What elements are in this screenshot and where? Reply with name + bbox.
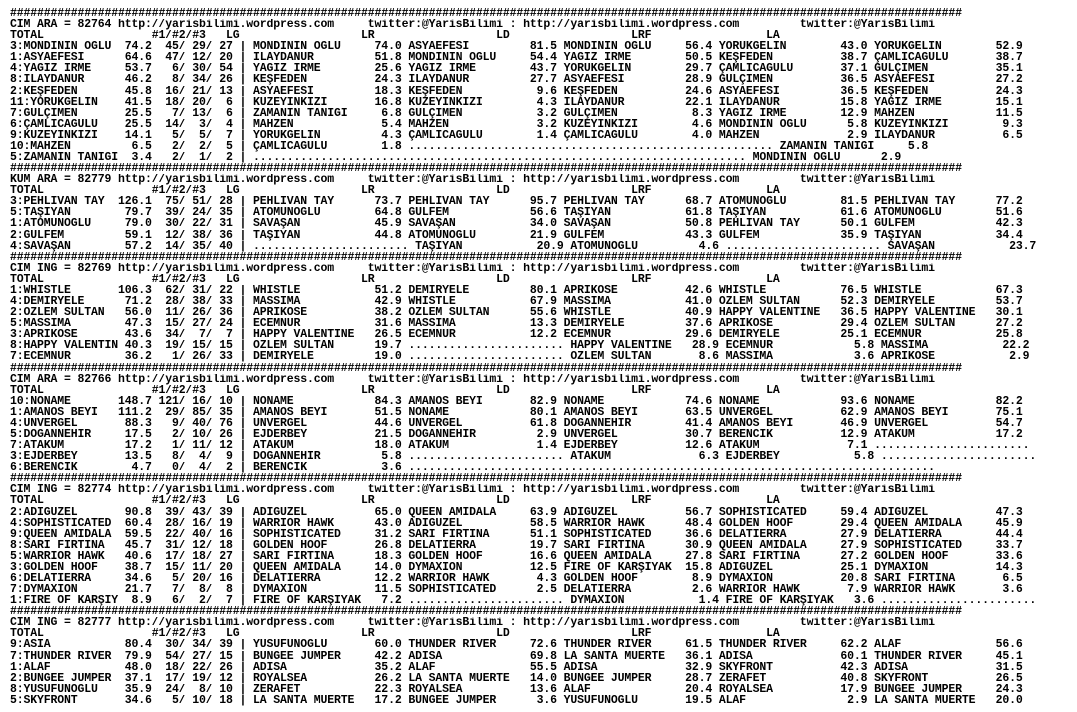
data-row: 7:ECEMNUR 36.2 1/ 26/ 33 | DEMİRYELE 19.0 ....................... ÖZLEM SULTAN 8.6 MASSIMA 3.6 APRİKOSE 2.9	[10, 351, 1030, 363]
data-row: 2:ÖZLEM SULTAN 56.0 11/ 26/ 36 | APRİKOSE 38.2 ÖZLEM SULTAN 55.6 WHISTLE 40.9 HAPPY VALENTINE 36.5 HAPPY VALENTINE 30.1	[10, 307, 1023, 319]
column-header-line: TOTAL #1/#2/#3 LG LR LD LRF LA	[10, 185, 780, 197]
column-header-line: TOTAL #1/#2/#3 LG LR LD LRF LA	[10, 30, 780, 42]
data-row: 5:WARRIOR HAWK 40.6 17/ 18/ 27 | SARI FIRTINA 18.3 GOLDEN HOOF 16.6 QUEEN AMIDALA 27.8 SARI FIRTINA 27.2 GOLDEN HOOF 33.6	[10, 550, 1023, 562]
data-row: 7:THUNDER RIVER 79.9 54/ 27/ 15 | BUNGEE JUMPER 42.2 ADİSA 69.8 LA SANTA MUERTE 36.1 ADİSA 60.1 THUNDER RIVER 45.1	[10, 650, 1023, 662]
data-row: 2:BUNGEE JUMPER 37.1 17/ 19/ 12 | ROYALSEA 26.2 LA SANTA MUERTE 14.0 BUNGEE JUMPER 28.7 ZERAFET 40.8 SKYFRONT 26.5	[10, 672, 1023, 684]
data-row: 8:SARI FIRTINA 45.7 31/ 12/ 18 | GOLDEN HOOF 26.8 DELATIERRA 19.7 SARI FIRTINA 30.9 QUEEN AMIDALA 27.9 SOPHISTICATED 33.7	[10, 539, 1023, 551]
race-header-line: CIM ING = 82774 http://yarisbilimi.wordpress.com twitter:@YarisBilimi : http://yarisbilimi.wordpress.com twitter:@YarisBilimi	[10, 484, 935, 496]
data-row: 10:NONAME 148.7 121/ 16/ 10 | NONAME 84.3 AMANOS BEYİ 82.9 NONAME 74.6 NONAME 93.6 NONAME 82.2	[10, 395, 1023, 407]
race-header-line: CIM ING = 82769 http://yarisbilimi.wordpress.com twitter:@YarisBilimi : http://yarisbilimi.wordpress.com twitter:@YarisBilimi	[10, 262, 935, 274]
data-row: 1:ATOMUNOĞLU 79.0 30/ 22/ 31 | SAVAŞAN 45.9 SAVAŞAN 34.0 SAVAŞAN 50.8 PEHLİVAN TAY 50.1 GÜLFEM 42.3	[10, 218, 1023, 230]
data-row: 1:ASYAEFESİ 64.6 47/ 12/ 20 | İLAYDANUR 51.8 MONDİNİN OĞLU 54.4 YAĞIZ İRME 50.5 KEŞFEDEN 38.7 ÇAMLICAGÜLÜ 38.7	[10, 52, 1023, 64]
data-row: 4:DEMİRYELE 71.2 28/ 38/ 33 | MASSIMA 42.9 WHISTLE 67.9 MASSIMA 41.0 ÖZLEM SULTAN 52.3 DEMİRYELE 53.7	[10, 296, 1023, 308]
data-row: 1:FIRE OF KARŞIY 8.9 6/ 2/ 7 | FIRE OF KARŞIYAK 7.2 ....................... DYMAXION 1.4 FIRE OF KARŞIYAK 3.6 .......................	[10, 595, 1037, 607]
data-row: 1:ALAF 48.0 18/ 22/ 26 | ADİSA 35.2 ALAF 55.5 ADİSA 32.9 SKYFRONT 42.3 ADİSA 31.5	[10, 661, 1023, 673]
column-header-line: TOTAL #1/#2/#3 LG LR LD LRF LA	[10, 273, 780, 285]
separator-line: #############################################################################################################################################	[10, 362, 962, 374]
data-row: 3:MONDİNİN OĞLU 74.2 45/ 29/ 27 | MONDİNİN OĞLU 74.0 ASYAEFESİ 81.5 MONDİNİN OĞLU 56.4 YÖRÜKGELİN 43.0 YÖRÜKGELİN 52.9	[10, 41, 1023, 53]
data-row: 5:ZAMANIN TANIĞI 3.4 2/ 1/ 2 | ......................................................................... MONDİNİN OĞLU 2.9	[10, 152, 902, 164]
column-header-line: TOTAL #1/#2/#3 LG LR LD LRF LA	[10, 495, 780, 507]
data-row: 11:YÖRÜKGELİN 41.5 18/ 20/ 6 | KUZEYİNKIZI 16.8 KUZEYİNKIZI 4.3 İLAYDANUR 22.1 İLAYDANUR 15.8 YAĞIZ İRME 15.1	[10, 96, 1023, 108]
separator-line: #############################################################################################################################################	[10, 251, 962, 263]
data-row: 4:SOPHISTICATED 60.4 28/ 16/ 19 | WARRIOR HAWK 43.0 ADIGÜZEL 58.5 WARRIOR HAWK 48.4 GOLDEN HOOF 29.4 QUEEN AMIDALA 45.9	[10, 517, 1023, 529]
data-row: 6:BERENCİK 4.7 0/ 4/ 2 | BERENCİK 3.6 ..............................................................................	[10, 462, 935, 474]
separator-line: #############################################################################################################################################	[10, 163, 962, 175]
data-row: 3:APRİKOSE 43.6 34/ 7/ 7 | HAPPY VALENTINE 26.5 ECEMNUR 12.2 ECEMNUR 29.6 DEMİRYELE 25.1 ECEMNUR 25.8	[10, 329, 1023, 341]
data-row: 7:DYMAXION 21.7 7/ 8/ 8 | DYMAXION 11.5 SOPHISTICATED 2.5 DELATIERRA 2.6 WARRIOR HAWK 7.9 WARRIOR HAWK 3.6	[10, 584, 1023, 596]
data-row: 5:SKYFRONT 34.6 5/ 10/ 18 | LA SANTA MUERTE 17.2 BUNGEE JUMPER 3.6 YUSUFUNOĞLU 19.5 ALAF 2.9 LA SANTA MUERTE 20.0	[10, 694, 1023, 706]
column-header-line: TOTAL #1/#2/#3 LG LR LD LRF LA	[10, 384, 780, 396]
data-row: 4:ÜNVERGEL 88.3 9/ 40/ 76 | ÜNVERGEL 44.6 ÜNVERGEL 61.8 DOĞANNEHİR 41.4 AMANOS BEYİ 46.9 ÜNVERGEL 54.7	[10, 417, 1023, 429]
data-row: 2:GÜLFEM 59.1 12/ 38/ 36 | TAŞIYAN 44.8 ATOMUNOĞLU 21.9 GÜLFEM 43.3 GÜLFEM 35.9 TAŞIYAN 34.4	[10, 229, 1023, 241]
data-row: 1:AMANOS BEYİ 111.2 29/ 85/ 35 | AMANOS BEYİ 51.5 NONAME 80.1 AMANOS BEYİ 63.5 ÜNVERGEL 62.9 AMANOS BEYİ 75.1	[10, 406, 1023, 418]
data-row: 2:KEŞFEDEN 45.8 16/ 21/ 13 | ASYAEFESİ 18.3 KEŞFEDEN 9.6 KEŞFEDEN 24.6 ASYAEFESİ 36.5 KEŞFEDEN 24.3	[10, 85, 1023, 97]
data-row: 3:GOLDEN HOOF 38.7 15/ 11/ 20 | QUEEN AMIDALA 14.0 DYMAXION 12.5 FIRE OF KARŞIYAK 15.8 ADIGÜZEL 25.1 DYMAXION 14.3	[10, 561, 1023, 573]
data-row: 9:QUEEN AMIDALA 59.5 22/ 40/ 16 | SOPHISTICATED 31.2 SARI FIRTINA 51.1 SOPHISTICATED 36.6 DELATIERRA 27.9 DELATIERRA 44.4	[10, 528, 1023, 540]
data-row: 4:YAĞIZ İRME 53.7 6/ 30/ 54 | YAĞIZ İRME 25.6 YAĞIZ İRME 43.7 YÖRÜKGELİN 29.7 ÇAMLICAGÜLÜ 37.1 GÜLÇİMEN 35.1	[10, 63, 1023, 75]
data-row: 9:KUZEYİNKIZI 14.1 5/ 5/ 7 | YÖRÜKGELİN 4.3 ÇAMLICAGÜLÜ 1.4 ÇAMLICAGÜLÜ 4.0 MAHZEN 2.9 İLAYDANUR 6.5	[10, 129, 1023, 141]
separator-line: #############################################################################################################################################	[10, 606, 962, 618]
race-header-line: CIM ING = 82777 http://yarisbilimi.wordpress.com twitter:@YarisBilimi : http://yarisbilimi.wordpress.com twitter:@YarisBilimi	[10, 617, 935, 629]
data-row: 7:GÜLÇİMEN 25.5 7/ 13/ 6 | ZAMANIN TANIĞI 6.8 GÜLÇİMEN 3.2 GÜLÇİMEN 8.3 YAĞIZ İRME 12.9 MAHZEN 11.5	[10, 107, 1023, 119]
data-row: 2:ADIGÜZEL 90.8 39/ 43/ 39 | ADIGÜZEL 65.0 QUEEN AMIDALA 63.9 ADIGÜZEL 56.7 SOPHISTICATED 59.4 ADIGÜZEL 47.3	[10, 506, 1023, 518]
race-header-line: CIM ARA = 82766 http://yarisbilimi.wordpress.com twitter:@YarisBilimi : http://yarisbilimi.wordpress.com twitter:@YarisBilimi	[10, 373, 935, 385]
data-row: 3:EJDERBEY 13.5 8/ 4/ 9 | DOĞANNEHİR 5.8 ....................... ATAKUM 6.3 EJDERBEY 5.8 .......................	[10, 451, 1037, 463]
data-row: 6:DELATIERRA 34.6 5/ 20/ 16 | DELATIERRA 12.2 WARRIOR HAWK 4.3 GOLDEN HOOF 8.9 DYMAXION 20.8 SARI FIRTINA 6.5	[10, 572, 1023, 585]
data-row: 6:ÇAMLICAGÜLÜ 25.5 14/ 3/ 4 | MAHZEN 5.4 MAHZEN 3.2 KUZEYİNKIZI 4.6 MONDİNİN OĞLU 5.8 KUZEYİNKIZI 9.3	[10, 118, 1023, 130]
data-row: 4:SAVAŞAN 57.2 14/ 35/ 40 | ....................... TAŞIYAN 20.9 ATOMUNOĞLU 4.6 ....................... SAVAŞAN 23.7	[10, 240, 1037, 252]
data-row: 5:MASSIMA 47.3 15/ 27/ 24 | ECEMNUR 31.6 MASSIMA 13.3 DEMİRYELE 37.6 APRİKOSE 29.4 ÖZLEM SULTAN 27.2	[10, 318, 1023, 330]
race-header-line: KUM ARA = 82779 http://yarisbilimi.wordpress.com twitter:@YarisBilimi : http://yarisbilimi.wordpress.com twitter:@YarisBilimi	[10, 174, 935, 186]
data-row: 5:DOĞANNEHİR 17.5 2/ 10/ 26 | EJDERBEY 21.5 DOĞANNEHİR 2.9 ÜNVERGEL 30.7 BERENCİK 12.9 ATAKUM 17.2	[10, 428, 1023, 441]
data-row: 10:MAHZEN 6.5 2/ 2/ 5 | ÇAMLICAGÜLÜ 1.8 ...................................................... ZAMANIN TANIĞI 5.8	[10, 140, 929, 153]
race-header-line: CIM ARA = 82764 http://yarisbilimi.wordpress.com twitter:@YarisBilimi : http://yarisbilimi.wordpress.com twitter:@YarisBilimi	[10, 19, 935, 31]
data-row: 5:TAŞIYAN 79.7 39/ 24/ 35 | ATOMUNOĞLU 64.8 GÜLFEM 56.6 TAŞIYAN 61.8 TAŞIYAN 61.6 ATOMUNOĞLU 51.6	[10, 207, 1023, 219]
data-row: 1:WHISTLE 106.3 62/ 31/ 22 | WHISTLE 51.2 DEMİRYELE 80.1 APRİKOSE 42.6 WHISTLE 76.5 WHISTLE 67.3	[10, 284, 1023, 297]
data-row: 8:YUSUFUNOĞLU 35.9 24/ 8/ 10 | ZERAFET 22.3 ROYALSEA 13.6 ALAF 20.4 ROYALSEA 17.9 BUNGEE JUMPER 24.3	[10, 683, 1023, 695]
separator-line: #############################################################################################################################################	[10, 8, 962, 20]
data-row: 8:İLAYDANUR 46.2 8/ 34/ 26 | KEŞFEDEN 24.3 İLAYDANUR 27.7 ASYAEFESİ 28.9 GÜLÇİMEN 36.5 ASYAEFESİ 27.2	[10, 74, 1023, 86]
data-row: 8:HAPPY VALENTIN 40.3 19/ 15/ 15 | ÖZLEM SULTAN 19.7 ....................... HAPPY VALENTINE 28.9 ECEMNUR 5.8 MASSIMA 22.2	[10, 340, 1030, 352]
separator-line: #############################################################################################################################################	[10, 473, 962, 485]
data-row: 7:ATAKUM 17.2 1/ 11/ 12 | ATAKUM 18.0 ATAKUM 1.4 EJDERBEY 12.6 ATAKUM 7.1 .......................	[10, 440, 1030, 452]
column-header-line: TOTAL #1/#2/#3 LG LR LD LRF LA	[10, 628, 780, 640]
data-row: 9:ASIA 80.4 30/ 34/ 39 | YUSUFUNOĞLU 60.0 THUNDER RIVER 72.6 THUNDER RIVER 61.5 THUNDER RIVER 62.2 ALAF 56.6	[10, 639, 1023, 651]
data-row: 3:PEHLİVAN TAY 126.1 75/ 51/ 28 | PEHLİVAN TAY 73.7 PEHLİVAN TAY 95.7 PEHLİVAN TAY 68.7 ATOMUNOĞLU 81.5 PEHLİVAN TAY 77.2	[10, 196, 1023, 208]
